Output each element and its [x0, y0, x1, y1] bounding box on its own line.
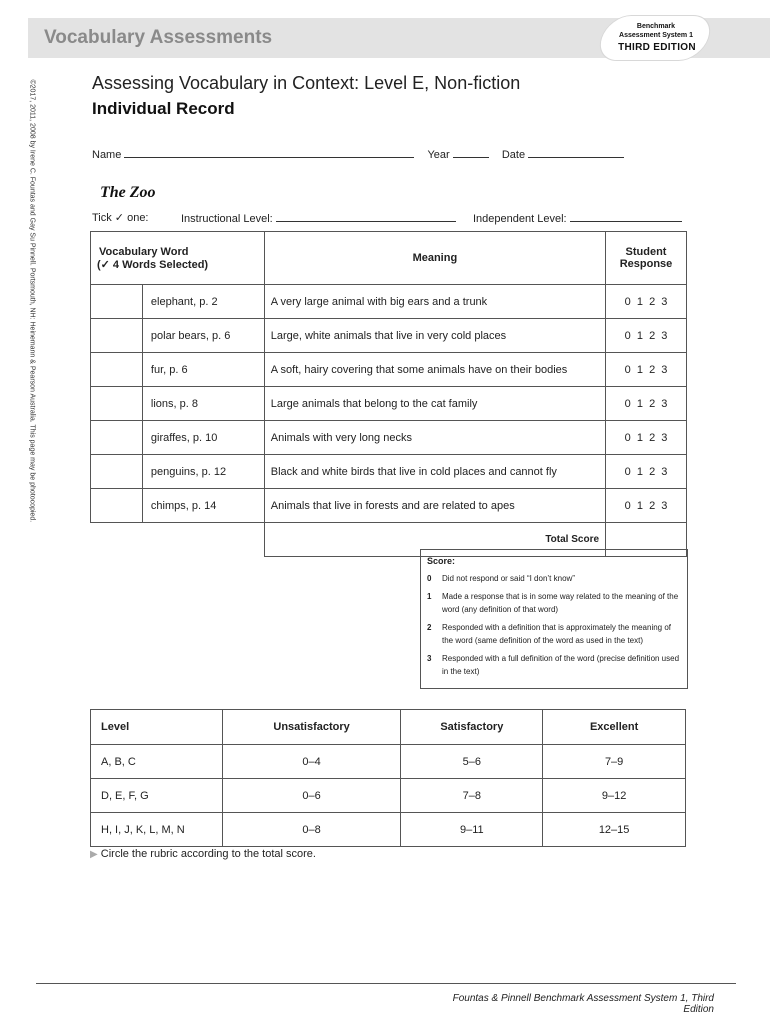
- footer-divider: [36, 983, 736, 984]
- badge-line-benchmark: Benchmark: [636, 23, 676, 30]
- table-row: [91, 353, 687, 387]
- rubric-header-satisfactory: Satisfactory: [401, 710, 543, 745]
- score-key-text: Did not respond or said “I don’t know”: [442, 574, 575, 583]
- rubric-range[interactable]: 0–8: [222, 813, 401, 847]
- rubric-header-level: Level: [91, 710, 223, 745]
- rubric-range[interactable]: 9–12: [543, 779, 686, 813]
- date-field[interactable]: [528, 147, 624, 158]
- table-row: [91, 319, 687, 353]
- score-key-num: 1: [427, 592, 432, 601]
- vocab-meaning: Animals that live in forests and are related to apes: [264, 489, 605, 523]
- instructional-field[interactable]: [276, 211, 456, 222]
- rubric-level: H, I, J, K, L, M, N: [91, 813, 223, 847]
- col-header-meaning: Meaning: [264, 232, 605, 285]
- instructional-label: Instructional Level:: [181, 213, 273, 225]
- tick-cell[interactable]: [91, 285, 143, 319]
- book-title: The Zoo: [100, 184, 156, 201]
- vocab-word: giraffes, p. 10: [142, 421, 264, 455]
- score-key-num: 0: [427, 574, 432, 583]
- footer-text: [430, 993, 714, 1015]
- col-header-word: [91, 232, 265, 285]
- col-header-response-line2: Response: [619, 258, 673, 270]
- name-label: Name: [92, 149, 122, 161]
- vocabulary-table: [90, 231, 687, 557]
- response-options[interactable]: 0 1 2 3: [606, 285, 687, 319]
- vocab-meaning: Large, white animals that live in very cold places: [264, 319, 605, 353]
- page-title: Assessing Vocabulary in Context: Level E, Non-fiction: [92, 73, 521, 93]
- rubric-level: D, E, F, G: [91, 779, 223, 813]
- vocab-meaning: Animals with very long necks: [264, 421, 605, 455]
- table-row: [91, 421, 687, 455]
- score-key-num: 3: [427, 654, 432, 663]
- score-key-text: Responded with a full definition of the word (precise definition used in the text): [442, 654, 680, 676]
- table-row: [91, 387, 687, 421]
- col-header-word-line2: (✓ 4 Words Selected): [97, 258, 209, 271]
- page-subtitle: Individual Record: [92, 99, 235, 118]
- name-field[interactable]: [124, 147, 414, 158]
- table-row: [91, 455, 687, 489]
- footer-caption: Fountas & Pinnell Benchmark Assessment System 1, Third Edition: [452, 993, 714, 1015]
- rubric-range[interactable]: 9–11: [401, 813, 543, 847]
- vocab-word: polar bears, p. 6: [142, 319, 264, 353]
- tick-cell[interactable]: [91, 455, 143, 489]
- col-header-response: [606, 232, 687, 285]
- score-key-item: [427, 621, 683, 647]
- tick-cell[interactable]: [91, 489, 143, 523]
- vocab-word: chimps, p. 14: [142, 489, 264, 523]
- score-key-title: Score:: [427, 556, 456, 566]
- independent-field[interactable]: [570, 211, 682, 222]
- copyright-note: ©2017, 2011, 2008 by Irene C. Fountas and Gay Su Pinnell. Portsmouth, NH: Heinemann & Pearson Australia. This page may be photocopied.: [28, 79, 36, 523]
- instructional-row: [181, 211, 456, 225]
- tick-label: Tick ✓ one:: [92, 212, 149, 224]
- table-row: [91, 285, 687, 319]
- header-title: Vocabulary Assessments: [44, 27, 273, 48]
- response-options[interactable]: 0 1 2 3: [606, 353, 687, 387]
- vocab-meaning: Large animals that belong to the cat family: [264, 387, 605, 421]
- badge-line-system: Assessment System 1: [619, 32, 693, 39]
- badge-line-edition: THIRD EDITION: [618, 42, 696, 53]
- score-key-num: 2: [427, 623, 432, 632]
- table-row: [91, 489, 687, 523]
- year-label: Year: [427, 149, 450, 161]
- vocab-meaning: Black and white birds that live in cold places and cannot fly: [264, 455, 605, 489]
- independent-row: [473, 211, 682, 225]
- col-header-word-line1: Vocabulary Word: [99, 245, 189, 258]
- instruction-row: [90, 848, 316, 860]
- rubric-range[interactable]: 7–9: [543, 745, 686, 779]
- col-header-response-line1: Student: [625, 246, 667, 258]
- vocab-word: lions, p. 8: [142, 387, 264, 421]
- vocab-meaning: A soft, hairy covering that some animals have on their bodies: [264, 353, 605, 387]
- vocab-word: elephant, p. 2: [142, 285, 264, 319]
- tick-cell[interactable]: [91, 421, 143, 455]
- rubric-range[interactable]: 0–6: [222, 779, 401, 813]
- vocab-meaning: A very large animal with big ears and a trunk: [264, 285, 605, 319]
- response-options[interactable]: 0 1 2 3: [606, 455, 687, 489]
- tick-cell[interactable]: [91, 353, 143, 387]
- response-options[interactable]: 0 1 2 3: [606, 319, 687, 353]
- vocab-word: fur, p. 6: [142, 353, 264, 387]
- score-key-text: Responded with a definition that is approximately the meaning of the word (same definition of the word as used in the text): [442, 623, 672, 645]
- rubric-level: A, B, C: [91, 745, 223, 779]
- response-options[interactable]: 0 1 2 3: [606, 421, 687, 455]
- rubric-range[interactable]: 7–8: [401, 779, 543, 813]
- rubric-header-unsatisfactory: Unsatisfactory: [222, 710, 401, 745]
- score-key: [420, 549, 688, 689]
- response-options[interactable]: 0 1 2 3: [606, 489, 687, 523]
- score-key-item: [427, 652, 683, 678]
- total-spacer: [91, 523, 265, 557]
- score-key-item: [427, 590, 683, 616]
- year-field[interactable]: [453, 147, 489, 158]
- rubric-row: [91, 813, 686, 847]
- tick-cell[interactable]: [91, 319, 143, 353]
- rubric-header-excellent: Excellent: [543, 710, 686, 745]
- rubric-row: [91, 745, 686, 779]
- total-score-label: Total Score: [264, 523, 605, 557]
- independent-label: Independent Level:: [473, 213, 567, 225]
- arrow-icon: ▶: [90, 849, 98, 860]
- rubric-row: [91, 779, 686, 813]
- date-label: Date: [501, 149, 526, 161]
- score-key-item: [427, 572, 683, 585]
- vocab-word: penguins, p. 12: [142, 455, 264, 489]
- response-options[interactable]: 0 1 2 3: [606, 387, 687, 421]
- name-row: [92, 147, 624, 161]
- score-key-text: Made a response that is in some way related to the meaning of the word (any definition of that word): [442, 592, 679, 614]
- rubric-range[interactable]: 0–4: [222, 745, 401, 779]
- instruction-text: Circle the rubric according to the total score.: [100, 848, 316, 860]
- rubric-table: [90, 709, 686, 847]
- tick-cell[interactable]: [91, 387, 143, 421]
- rubric-range[interactable]: 5–6: [401, 745, 543, 779]
- rubric-range[interactable]: 12–15: [543, 813, 686, 847]
